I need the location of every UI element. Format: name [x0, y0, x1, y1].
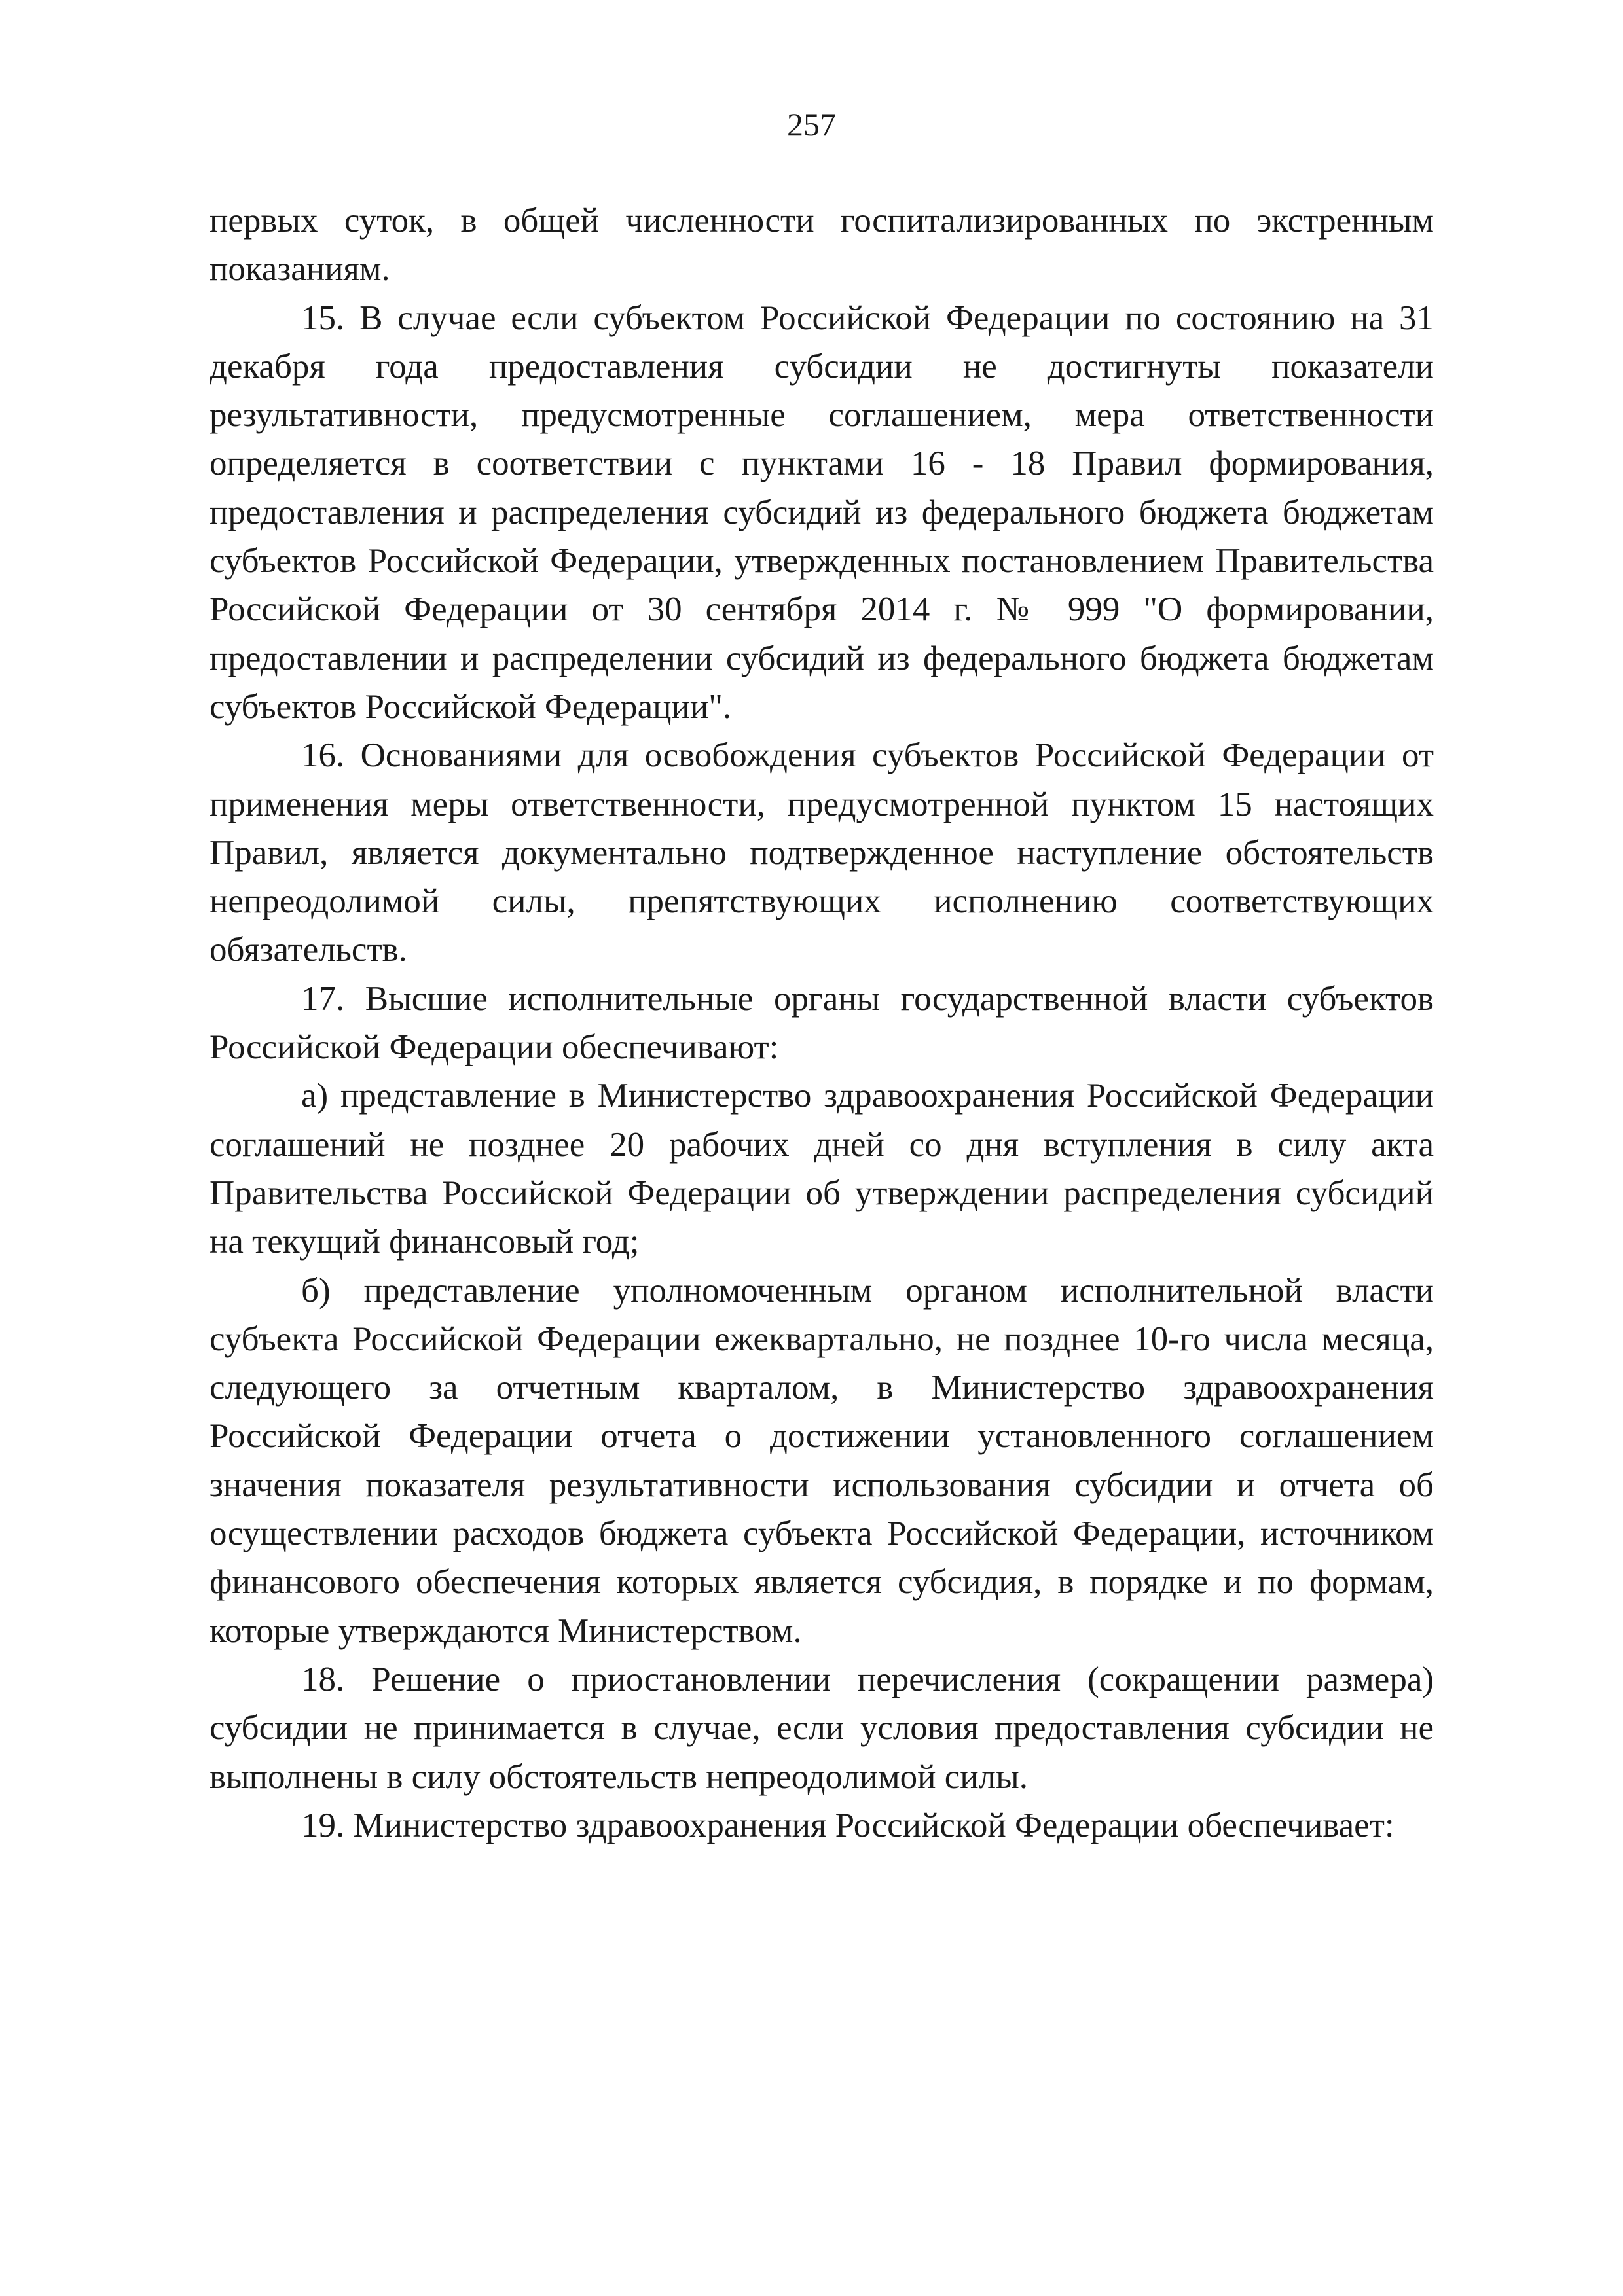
- paragraph-item-18: 18. Решение о приостановлении перечисления (сокращении размера) субсидии не принимается в случае, если условия предоставления субсидии не выполнены в силу обстоятельств непреодолимой силы.: [210, 1660, 1434, 1796]
- paragraph-continuation: первых суток, в общей численности госпитализированных по экстренным показаниям.: [210, 202, 1434, 289]
- paragraph-item-19: 19. Министерство здравоохранения Российской Федерации обеспечивает:: [301, 1806, 1395, 1844]
- paragraph-item-17-a: а) представление в Министерство здравоохранения Российской Федерации соглашений не позднее 20 рабочих дней со дня вступления в силу акта Правительства Российской Федерации об утверждении распределения субсидий на текущий финансовый год;: [210, 1077, 1434, 1261]
- paragraph-item-17-b: б) представление уполномоченным органом исполнительной власти субъекта Российской Федерации ежеквартально, не позднее 10-го числа месяца, следующего за отчетным кварталом, в Министерство здравоохранения Российской Федерации отчета о достижении установленного соглашением значения показателя результативности использования субсидии и отчета об осуществлении расходов бюджета субъекта Российской Федерации, источником финансового обеспечения которых является субсидия, в порядке и по формам, которые утверждаются Министерством.: [210, 1271, 1434, 1650]
- paragraph-item-16: 16. Основаниями для освобождения субъектов Российской Федерации от применения меры ответственности, предусмотренной пунктом 15 настоящих Правил, является документально подтвержденное наступление обстоятельств непреодолимой силы, препятствующих исполнению соответствующих обязательств.: [210, 736, 1434, 969]
- paragraph-item-17: 17. Высшие исполнительные органы государственной власти субъектов Российской Федерации обеспечивают:: [210, 979, 1434, 1067]
- page-number: 257: [787, 106, 836, 143]
- paragraph-item-15: 15. В случае если субъектом Российской Федерации по состоянию на 31 декабря года предоставления субсидии не достигнуты показатели результативности, предусмотренные соглашением, мера ответственности определяется в соответствии с пунктами 16 - 18 Правил формирования, предоставления и распределения субсидий из федерального бюджета бюджетам субъектов Российской Федерации, утвержденных постановлением Правительства Российской Федерации от 30 сентября 2014 г. № 999 "О формировании, предоставлении и распределении субсидий из федерального бюджета бюджетам субъектов Российской Федерации".: [210, 298, 1434, 726]
- document-body: [210, 196, 1434, 1850]
